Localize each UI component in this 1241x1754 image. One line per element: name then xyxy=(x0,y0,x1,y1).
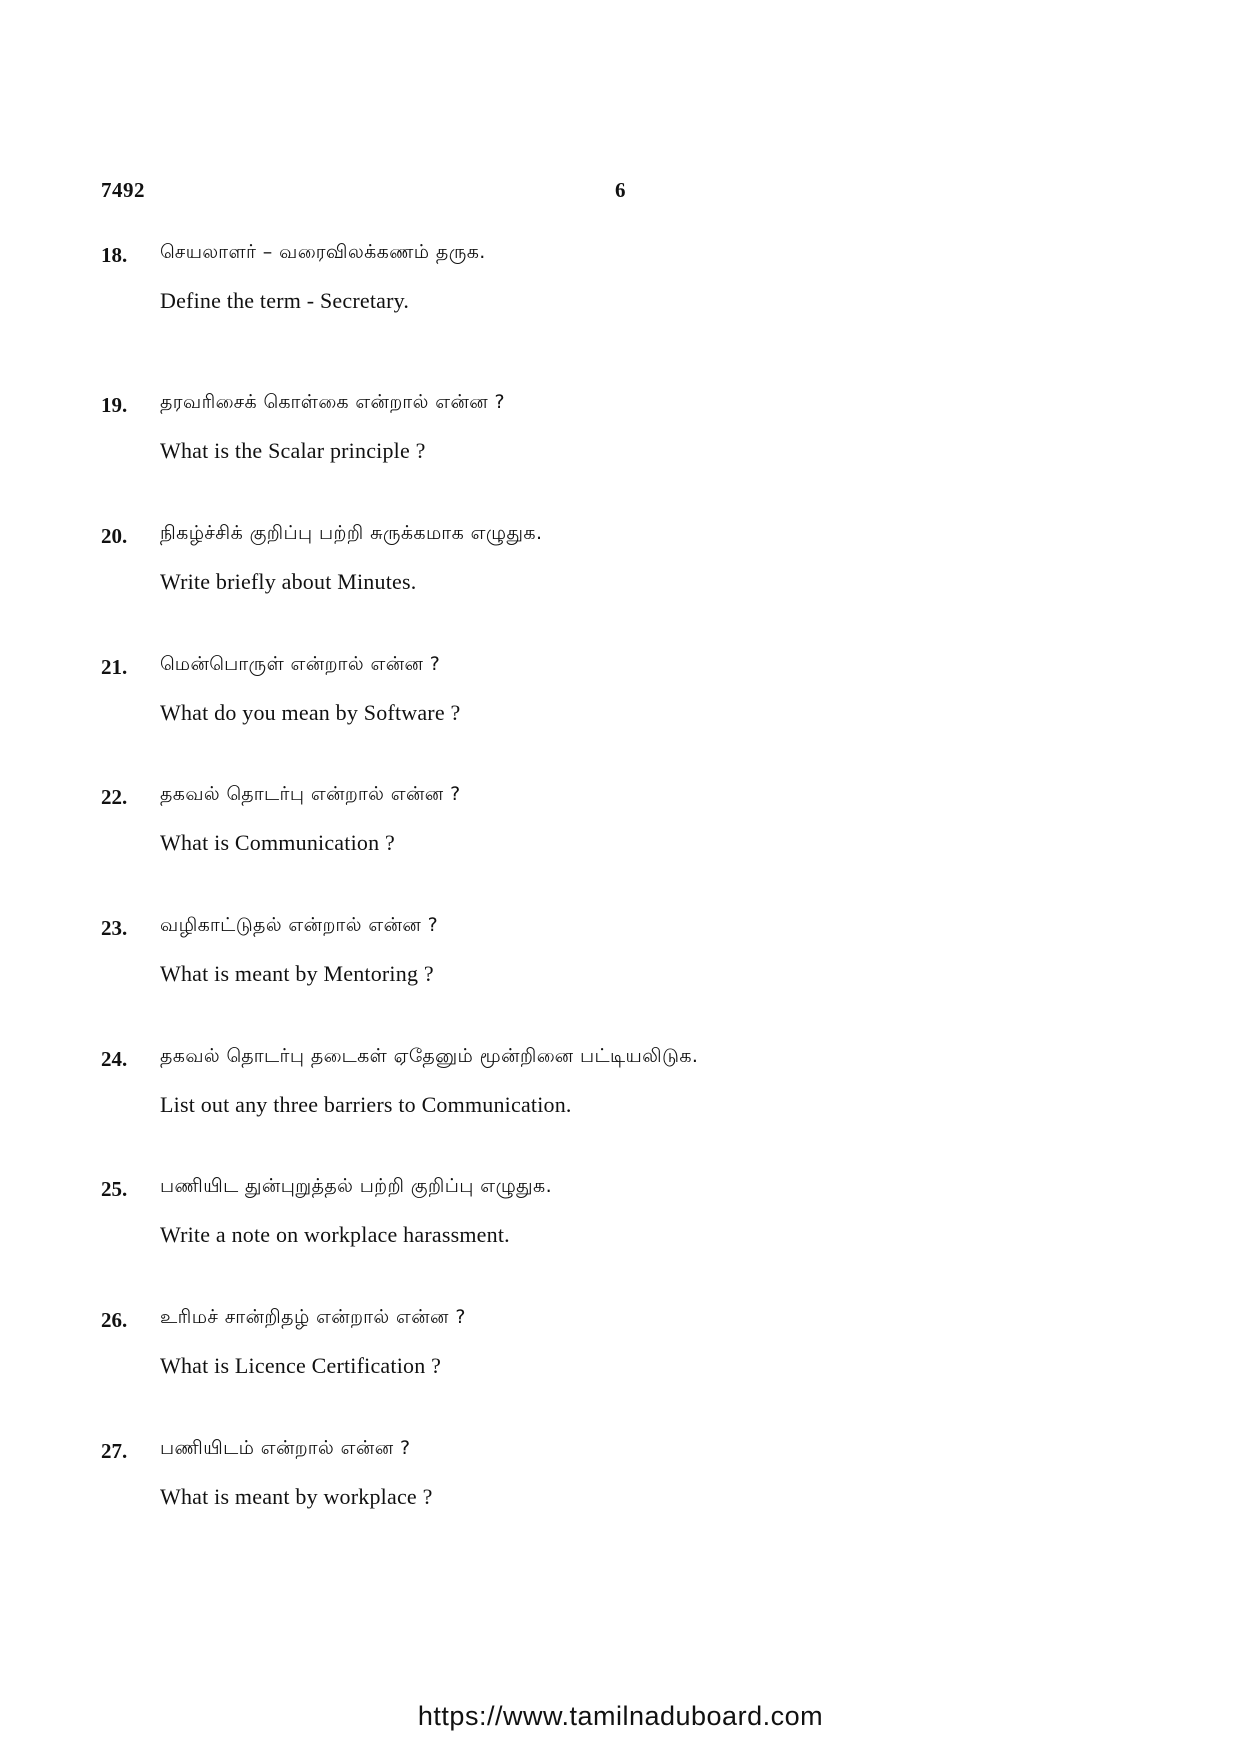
question-number: 22. xyxy=(101,785,128,809)
question-text-tamil: வழிகாட்டுதல் என்றால் என்ன ? xyxy=(160,914,439,936)
question-text-english: List out any three barriers to Communication. xyxy=(160,1092,572,1117)
question-item xyxy=(101,524,861,614)
question-text-english: What is the Scalar principle ? xyxy=(160,438,426,463)
question-text-english: What is Communication ? xyxy=(160,830,395,855)
question-text-tamil: தரவரிசைக் கொள்கை என்றால் என்ன ? xyxy=(160,391,506,413)
question-text-english: What is meant by Mentoring ? xyxy=(160,961,434,986)
question-item xyxy=(101,1177,861,1267)
question-item xyxy=(101,785,861,875)
question-number: 21. xyxy=(101,655,128,679)
question-number: 19. xyxy=(101,393,128,417)
question-item xyxy=(101,1047,861,1137)
page-number: 6 xyxy=(615,178,626,202)
question-text-tamil: நிகழ்ச்சிக் குறிப்பு பற்றி சுருக்கமாக எழுதுக. xyxy=(160,522,543,544)
question-text-tamil: பணியிடம் என்றால் என்ன ? xyxy=(160,1437,411,1459)
page-header xyxy=(101,178,631,208)
website-url[interactable]: https://www.tamilnaduboard.com xyxy=(417,1701,824,1731)
question-item xyxy=(101,916,861,1006)
question-text-tamil: தகவல் தொடர்பு தடைகள் ஏதேனும் மூன்றினை பட்டியலிடுக. xyxy=(160,1045,699,1067)
question-number: 27. xyxy=(101,1439,128,1463)
question-text-english: What is meant by workplace ? xyxy=(160,1484,433,1509)
question-item xyxy=(101,243,861,333)
question-text-english: What is Licence Certification ? xyxy=(160,1353,442,1378)
question-text-tamil: செயலாளர் – வரைவிலக்கணம் தருக. xyxy=(160,241,486,263)
question-item xyxy=(101,393,861,483)
question-text-tamil: பணியிட துன்புறுத்தல் பற்றி குறிப்பு எழுதுக. xyxy=(160,1175,553,1197)
question-item xyxy=(101,1439,861,1529)
question-item xyxy=(101,655,861,745)
question-text-tamil: மென்பொருள் என்றால் என்ன ? xyxy=(160,653,441,675)
question-text-tamil: உரிமச் சான்றிதழ் என்றால் என்ன ? xyxy=(160,1306,466,1328)
question-text-english: What do you mean by Software ? xyxy=(160,700,461,725)
question-text-english: Write a note on workplace harassment. xyxy=(160,1222,510,1247)
question-item xyxy=(101,1308,861,1398)
question-number: 26. xyxy=(101,1308,128,1332)
question-number: 18. xyxy=(101,243,128,267)
question-text-english: Define the term - Secretary. xyxy=(160,288,410,313)
question-number: 24. xyxy=(101,1047,128,1071)
paper-code: 7492 xyxy=(101,178,145,202)
question-number: 25. xyxy=(101,1177,128,1201)
question-number: 23. xyxy=(101,916,128,940)
question-text-english: Write briefly about Minutes. xyxy=(160,569,417,594)
question-number: 20. xyxy=(101,524,128,548)
question-text-tamil: தகவல் தொடர்பு என்றால் என்ன ? xyxy=(160,783,461,805)
